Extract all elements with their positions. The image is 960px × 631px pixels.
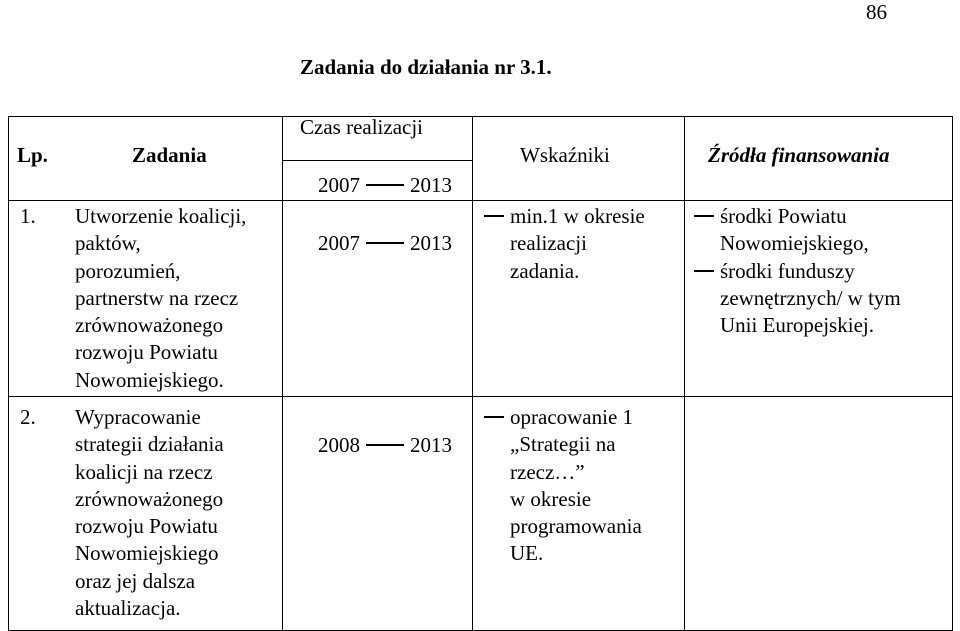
row-1-zrodla-line: Unii Europejskiej. <box>720 313 874 338</box>
row-2-zadanie-line: oraz jej dalsza <box>75 568 196 593</box>
header-czas-range-end: 2013 <box>410 173 452 197</box>
dash-icon <box>484 416 504 418</box>
row-2-wskaznik-line: programowania <box>510 514 642 539</box>
row-1-zadanie-line: porozumień, <box>75 258 181 283</box>
row-2-zadanie <box>75 404 224 622</box>
row-2-zadanie-line: rozwoju Powiatu <box>75 514 218 539</box>
row-1-zadanie-line: Utworzenie koalicji, <box>75 204 247 228</box>
row-1-zadanie-line: zrównoważonego <box>75 313 224 338</box>
header-lp: Lp. <box>17 143 48 167</box>
page-number: 86 <box>866 0 887 24</box>
row-2-wskaznik-line: rzecz…” <box>510 459 585 484</box>
header-czas-range <box>318 172 452 199</box>
row-1-wskaznik-line: min.1 w okresie <box>510 204 645 228</box>
row-2-czas <box>318 432 452 459</box>
dash-icon <box>484 215 504 217</box>
row-1-wskaznik <box>484 203 645 285</box>
row-2-zadanie-line: aktualizacja. <box>75 596 181 621</box>
row-2-wskaznik <box>484 404 642 568</box>
row-1-zadanie-line: rozwoju Powiatu <box>75 340 218 365</box>
row-2-zadanie-line: zrównoważonego <box>75 486 224 511</box>
dash-icon <box>694 270 714 272</box>
header-czas-range-start: 2007 <box>318 173 360 197</box>
dash-icon <box>694 215 714 217</box>
row-1-zadanie-line: partnerstw na rzecz <box>75 285 239 310</box>
row-1-zadanie-line: Nowomiejskiego. <box>75 367 224 392</box>
column-divider-zadania-czas <box>282 116 283 631</box>
table-border-left <box>8 116 9 631</box>
header-zrodla-finansowania: Źródła finansowania <box>708 143 890 167</box>
header-wskazniki: Wskaźniki <box>520 143 610 167</box>
column-divider-czas-wskazniki <box>472 116 473 631</box>
row-2-czas-start: 2008 <box>318 433 360 457</box>
row-1-zrodla-line: Nowomiejskiego, <box>720 231 869 256</box>
row-1-wskaznik-line: realizacji <box>510 231 587 256</box>
row-1-zadanie <box>75 203 246 394</box>
row-2-lp: 2. <box>20 405 36 429</box>
czas-subheader-divider <box>282 160 472 161</box>
header-czas-realizacji: Czas realizacji <box>300 115 424 139</box>
header-zadania: Zadania <box>132 143 207 167</box>
header-bottom-border <box>8 200 953 201</box>
dash-icon <box>366 184 404 186</box>
row-2-zadanie-line: Nowomiejskiego <box>75 541 219 566</box>
dash-icon <box>366 444 404 446</box>
row-2-zadanie-line: koalicji na rzecz <box>75 459 213 484</box>
row-2-wskaznik-line: „Strategii na <box>510 432 616 457</box>
table-border-right <box>952 116 953 631</box>
row-2-zadanie-line: Wypracowanie <box>75 405 201 429</box>
row-1-lp: 1. <box>20 204 36 228</box>
column-divider-wskazniki-zrodla <box>684 116 685 631</box>
row-2-wskaznik-line: UE. <box>510 541 544 566</box>
document-title: Zadania do działania nr 3.1. <box>300 55 552 79</box>
row-2-wskaznik-line: opracowanie 1 <box>510 405 634 429</box>
row-1-zrodla-line: środki Powiatu <box>720 204 847 228</box>
row-2-zadanie-line: strategii działania <box>75 432 224 457</box>
row-divider <box>8 396 953 397</box>
row-1-zadanie-line: paktów, <box>75 231 141 256</box>
row-1-zrodla <box>694 203 901 339</box>
row-1-wskaznik-line: zadania. <box>510 258 580 283</box>
row-1-czas <box>318 230 452 257</box>
row-1-zrodla-line: zewnętrznych/ w tym <box>720 285 901 310</box>
row-1-czas-end: 2013 <box>410 231 452 255</box>
dash-icon <box>366 242 404 244</box>
table-border-top <box>8 116 953 117</box>
row-1-zrodla-line: środki funduszy <box>720 258 855 283</box>
row-1-czas-start: 2007 <box>318 231 360 255</box>
row-2-wskaznik-line: w okresie <box>510 486 592 511</box>
row-2-czas-end: 2013 <box>410 433 452 457</box>
